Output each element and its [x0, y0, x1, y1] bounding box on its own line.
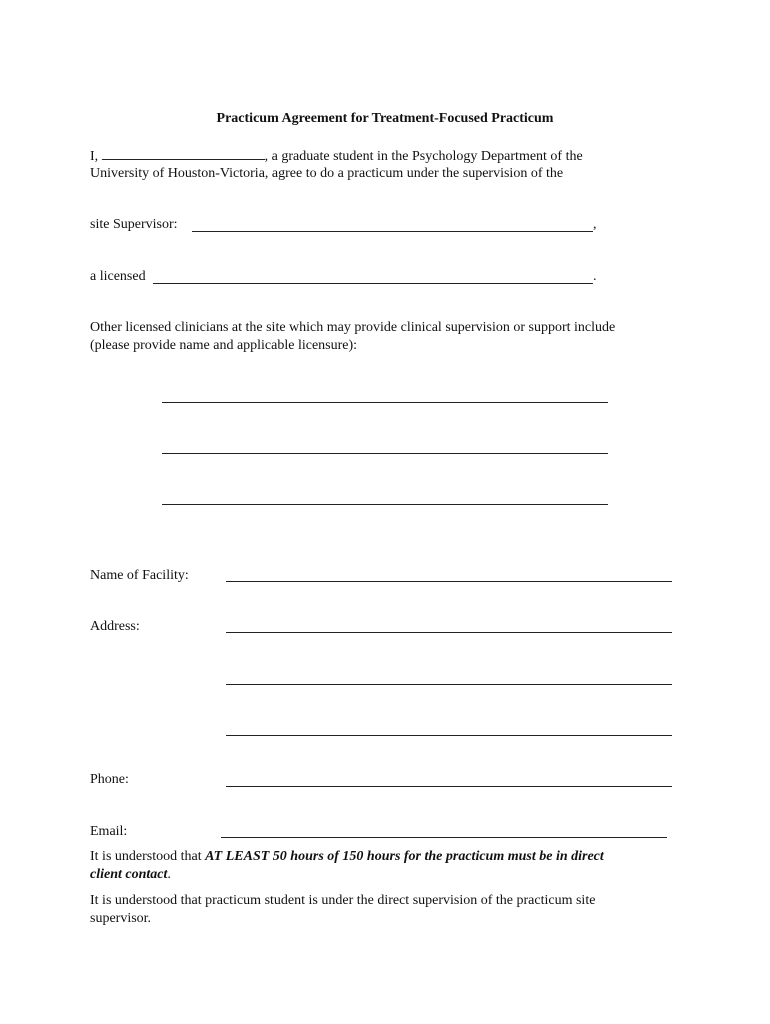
phone-label: Phone:	[90, 772, 129, 787]
note-hours-prefix: It is understood that	[90, 849, 206, 864]
site-supervisor-label: site Supervisor:	[90, 217, 178, 232]
email-label: Email:	[90, 824, 128, 839]
intro-line-1	[90, 147, 583, 166]
address-field-2[interactable]	[226, 684, 672, 685]
email-field[interactable]	[221, 837, 667, 838]
page-title: Practicum Agreement for Treatment-Focused Practicum	[216, 111, 554, 126]
intro-line-2: University of Houston-Victoria, agree to do a practicum under the supervision of the	[90, 166, 564, 181]
student-name-field[interactable]	[102, 147, 265, 160]
facility-name-field[interactable]	[226, 581, 672, 582]
note-hours-line-2	[90, 866, 171, 884]
intro-line-1-text: , a graduate student in the Psychology Department of the	[264, 149, 583, 164]
other-clinician-field-1[interactable]	[162, 402, 608, 403]
facility-name-label: Name of Facility:	[90, 568, 189, 583]
note-hours-line-1	[90, 848, 604, 866]
other-clinicians-line-2: (please provide name and applicable licensure):	[90, 338, 358, 353]
note-hours-suffix: .	[167, 867, 171, 882]
phone-field[interactable]	[226, 786, 672, 787]
other-clinicians-line-1: Other licensed clinicians at the site which may provide clinical supervision or support include	[90, 320, 616, 335]
licensure-field[interactable]	[153, 283, 593, 284]
note-hours-emphasis-1: AT LEAST 50 hours of 150 hours for the practicum must be in direct	[205, 849, 604, 864]
intro-prefix: I,	[90, 149, 99, 164]
site-supervisor-suffix: ,	[593, 217, 597, 232]
site-supervisor-field[interactable]	[192, 231, 593, 232]
other-clinician-field-3[interactable]	[162, 504, 608, 505]
note-hours-emphasis-2: client contact	[90, 867, 168, 882]
address-label: Address:	[90, 619, 140, 634]
note-supervision-line-1: It is understood that practicum student is under the direct supervision of the practicum site	[90, 893, 596, 908]
address-field-1[interactable]	[226, 632, 672, 633]
note-supervision-line-2: supervisor.	[90, 911, 152, 926]
licensed-suffix: .	[593, 269, 597, 284]
licensed-label: a licensed	[90, 269, 146, 284]
other-clinician-field-2[interactable]	[162, 453, 608, 454]
address-field-3[interactable]	[226, 735, 672, 736]
